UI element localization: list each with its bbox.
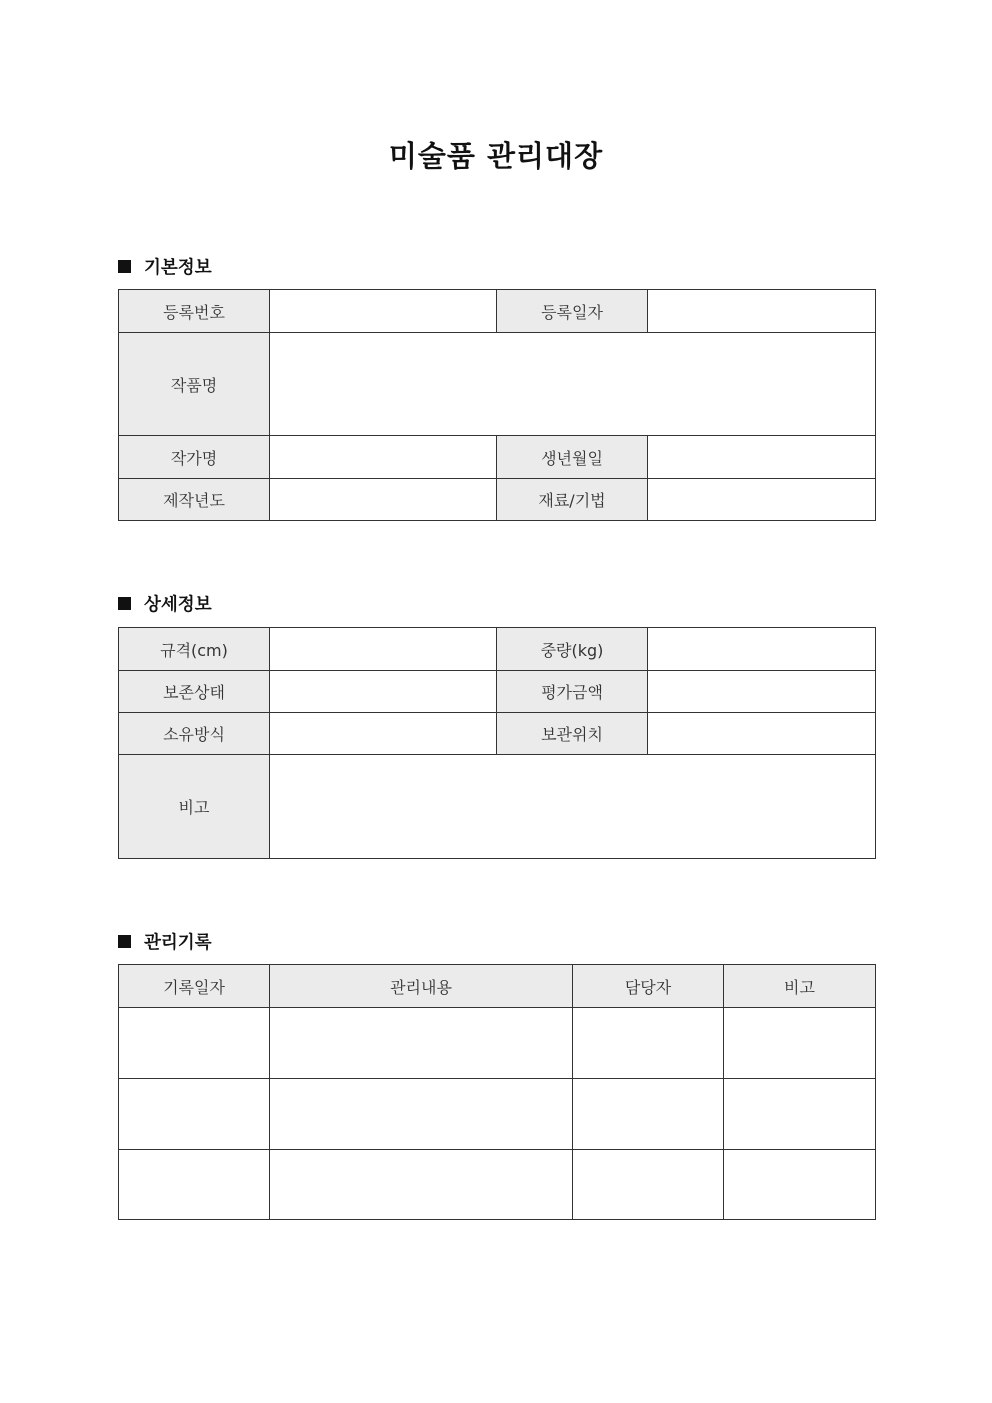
- table-row: [119, 1079, 876, 1150]
- production-year-field[interactable]: [270, 479, 497, 521]
- basic-info-table: [118, 289, 876, 521]
- size-label: 규격(cm): [119, 628, 270, 671]
- artwork-name-field[interactable]: [270, 333, 876, 436]
- registration-no-label: 등록번호: [119, 290, 270, 333]
- birth-date-label: 생년월일: [497, 436, 648, 479]
- appraised-value-label: 평가금액: [497, 671, 648, 713]
- square-bullet-icon: [118, 260, 131, 273]
- ownership-label: 소유방식: [119, 713, 270, 755]
- log-manager-field[interactable]: [573, 1079, 724, 1150]
- weight-label: 중량(kg): [497, 628, 648, 671]
- log-date-field[interactable]: [119, 1079, 270, 1150]
- log-manager-field[interactable]: [573, 1150, 724, 1220]
- artist-name-field[interactable]: [270, 436, 497, 479]
- size-field[interactable]: [270, 628, 497, 671]
- material-technique-label: 재료/기법: [497, 479, 648, 521]
- table-row: [119, 1150, 876, 1220]
- square-bullet-icon: [118, 935, 131, 948]
- material-technique-field[interactable]: [648, 479, 876, 521]
- detail-info-table: [118, 627, 876, 859]
- section-heading-label: 관리기록: [144, 933, 212, 953]
- log-date-field[interactable]: [119, 1008, 270, 1079]
- log-remarks-field[interactable]: [724, 1079, 876, 1150]
- square-bullet-icon: [118, 597, 131, 610]
- section-heading-management-log: [118, 929, 212, 954]
- registration-no-field[interactable]: [270, 290, 497, 333]
- ownership-field[interactable]: [270, 713, 497, 755]
- registration-date-field[interactable]: [648, 290, 876, 333]
- storage-location-label: 보관위치: [497, 713, 648, 755]
- condition-label: 보존상태: [119, 671, 270, 713]
- registration-date-label: 등록일자: [497, 290, 648, 333]
- log-remarks-field[interactable]: [724, 1008, 876, 1079]
- log-content-field[interactable]: [270, 1079, 573, 1150]
- log-manager-field[interactable]: [573, 1008, 724, 1079]
- artwork-name-label: 작품명: [119, 333, 270, 436]
- section-heading-basic-info: [118, 254, 212, 279]
- artist-name-label: 작가명: [119, 436, 270, 479]
- page-title: 미술품 관리대장: [388, 139, 604, 173]
- log-column-content: 관리내용: [270, 965, 573, 1008]
- weight-field[interactable]: [648, 628, 876, 671]
- log-column-remarks: 비고: [724, 965, 876, 1008]
- table-row: [119, 1008, 876, 1079]
- log-content-field[interactable]: [270, 1150, 573, 1220]
- condition-field[interactable]: [270, 671, 497, 713]
- log-date-field[interactable]: [119, 1150, 270, 1220]
- log-column-date: 기록일자: [119, 965, 270, 1008]
- log-column-manager: 담당자: [573, 965, 724, 1008]
- management-log-table: [118, 964, 876, 1220]
- remarks-label: 비고: [119, 755, 270, 859]
- section-heading-detail-info: [118, 591, 212, 616]
- storage-location-field[interactable]: [648, 713, 876, 755]
- section-heading-label: 기본정보: [144, 258, 212, 278]
- log-content-field[interactable]: [270, 1008, 573, 1079]
- birth-date-field[interactable]: [648, 436, 876, 479]
- appraised-value-field[interactable]: [648, 671, 876, 713]
- remarks-field[interactable]: [270, 755, 876, 859]
- log-remarks-field[interactable]: [724, 1150, 876, 1220]
- production-year-label: 제작년도: [119, 479, 270, 521]
- section-heading-label: 상세정보: [144, 595, 212, 615]
